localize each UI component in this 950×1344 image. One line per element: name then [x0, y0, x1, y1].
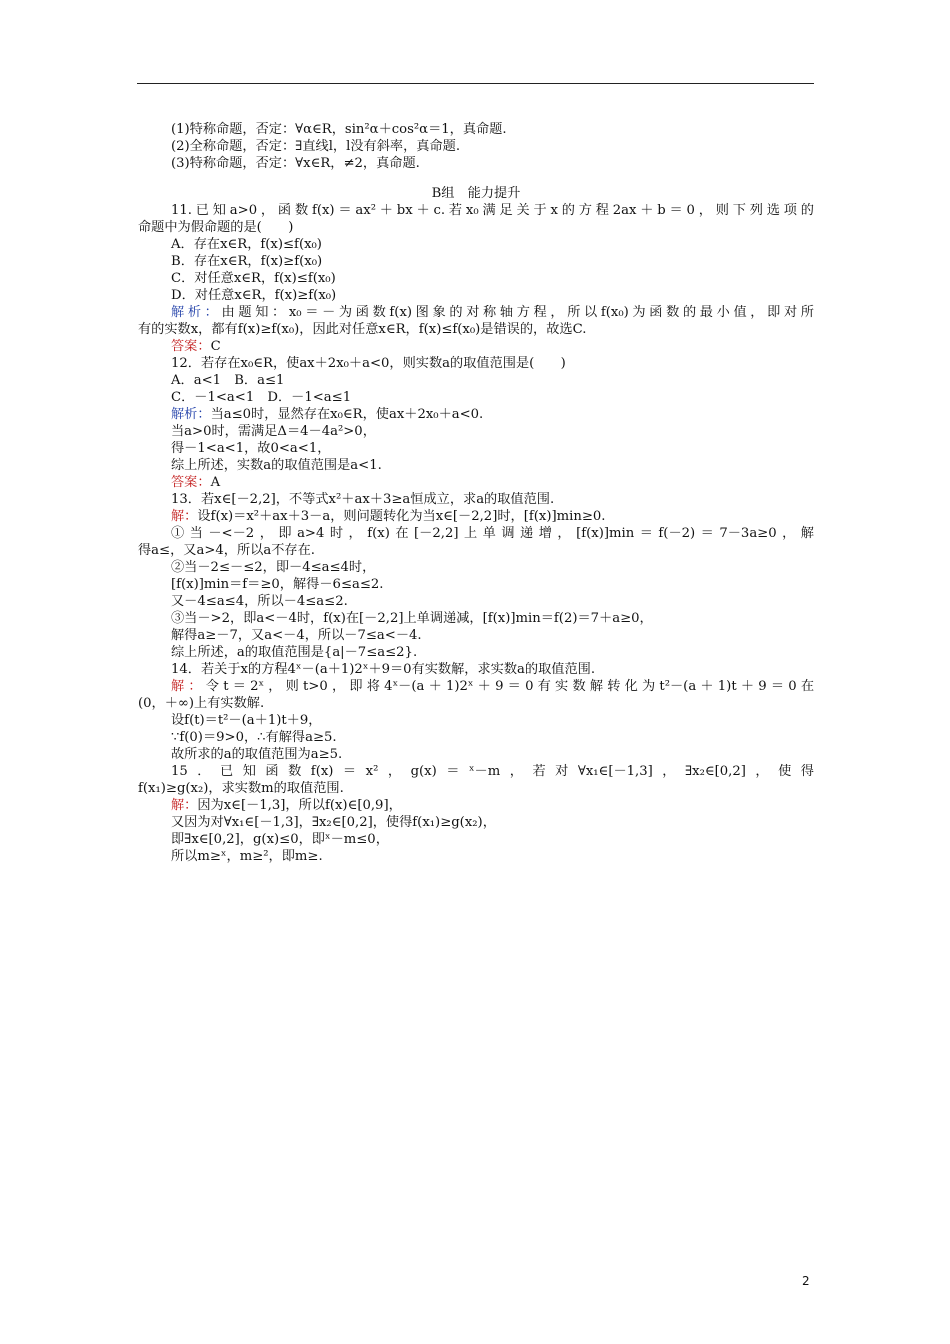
option-line: A．a<1 B．a≤1 [171, 373, 285, 388]
page-number: 2 [802, 1274, 810, 1288]
document-body [138, 121, 814, 865]
text-line: 有的实数x，都有f(x)≥f(x₀)，因此对任意x∈R，f(x)≤f(x₀)是错误的，故选C. [138, 322, 587, 337]
text-line: f(x₁)≥g(x₂)，求实数m的取值范围. [138, 781, 344, 796]
text-line: 命题中为假命题的是( ) [138, 220, 294, 235]
text-line: 得－1<a<1，故0<a<1， [171, 441, 331, 456]
solution-label: 解： [171, 509, 198, 524]
analysis-line: 解析：当a≤0时，显然存在x₀∈R，使ax＋2x₀＋a<0. [171, 407, 484, 422]
option-line: D．对任意x∈R，f(x)≥f(x₀) [171, 288, 337, 303]
text-line: ③当－>2，即a<－4时，f(x)在[－2,2]上单调递减，[f(x)]min＝f(2)＝7＋a≥0， [171, 611, 653, 626]
question-11: 11.已知a>0，函数f(x)＝ax²＋bx＋c.若x₀满足关于x的方程2ax＋b＝0，则下列选项的 [171, 203, 814, 218]
solution-label: 解： [171, 798, 198, 813]
text-line: (1)特称命题，否定：∀α∈R，sin²α＋cos²α＝1，真命题. [171, 122, 507, 137]
analysis-line: 解析：由题知：x₀＝－为函数f(x)图象的对称轴方程，所以f(x₀)为函数的最小值，即对所 [171, 305, 814, 320]
text-line: 又－4≤a≤4，所以－4≤a≤2. [171, 594, 348, 609]
analysis-label: 解析： [171, 305, 222, 320]
text-line: ∵f(0)＝9>0，∴有解得a≥5. [171, 730, 337, 745]
header-rule [137, 83, 814, 84]
text-line: (2)全称命题，否定：∃直线l，l没有斜率，真命题. [171, 139, 461, 154]
option-line: A．存在x∈R，f(x)≤f(x₀) [171, 237, 322, 252]
analysis-label: 解析： [171, 407, 211, 422]
section-heading: B组 能力提升 [431, 186, 521, 201]
solution-line: 解：设f(x)＝x²＋ax＋3－a，则问题转化为当x∈[－2,2]时，[f(x)]min≥0. [171, 509, 606, 524]
solution-label: 解： [171, 679, 206, 694]
option-line: C．－1<a<1 D．－1<a≤1 [171, 390, 352, 405]
text-line: 当a>0时，需满足Δ＝4－4a²>0， [171, 424, 376, 439]
question-15: 15．已知函数f(x)＝x²，g(x)＝ˣ－m，若对∀x₁∈[－1,3]，∃x₂∈[0,2]，使得 [171, 764, 814, 779]
text-line: ①当－<－2，即a>4时，f(x)在[－2,2]上单调递增，[f(x)]min＝f(－2)＝7－3a≥0，解 [171, 526, 814, 541]
answer-line: 答案：C [171, 339, 221, 354]
answer-line: 答案：A [171, 475, 221, 490]
option-line: C．对任意x∈R，f(x)≤f(x₀) [171, 271, 336, 286]
text-line: 得a≤，又a>4，所以a不存在. [138, 543, 315, 558]
text-line: 设f(t)＝t²－(a＋1)t＋9， [171, 713, 322, 728]
text-line: 解得a≥－7，又a<－4，所以－7≤a<－4. [171, 628, 422, 643]
text-line: ②当－2≤－≤2，即－4≤a≤4时， [171, 560, 376, 575]
question-13: 13．若x∈[－2,2]，不等式x²＋ax＋3≥a恒成立，求a的取值范围. [171, 492, 555, 507]
text-line: (3)特称命题，否定：∀x∈R，≠2，真命题. [171, 156, 420, 171]
text-line: 故所求的a的取值范围为a≥5. [171, 747, 343, 762]
text-line: (0，＋∞)上有实数解. [138, 696, 265, 711]
text-line: 所以m≥ˣ，m≥²，即m≥. [171, 849, 323, 864]
solution-line: 解：令t＝2ˣ，则t>0，即将4ˣ－(a＋1)2ˣ＋9＝0有实数解转化为t²－(a＋1)t＋9＝0在 [171, 679, 815, 694]
question-14: 14．若关于x的方程4ˣ－(a＋1)2ˣ＋9＝0有实数解，求实数a的取值范围. [171, 662, 596, 677]
option-line: B．存在x∈R，f(x)≥f(x₀) [171, 254, 323, 269]
text-line: 综上所述，实数a的取值范围是a<1. [171, 458, 382, 473]
text-line: 又因为对∀x₁∈[－1,3]，∃x₂∈[0,2]，使得f(x₁)≥g(x₂)， [171, 815, 496, 830]
answer-label: 答案： [171, 339, 211, 354]
solution-line: 解：因为x∈[－1,3]，所以f(x)∈[0,9]， [171, 798, 402, 813]
answer-label: 答案： [171, 475, 211, 490]
question-12: 12．若存在x₀∈R，使ax＋2x₀＋a<0，则实数a的取值范围是( ) [171, 356, 566, 371]
text-line: 综上所述，a的取值范围是{a|－7≤a≤2}. [171, 645, 418, 660]
text-line: 即∃x∈[0,2]，g(x)≤0，即ˣ－m≤0， [171, 832, 389, 847]
text-line: [f(x)]min＝f＝≥0，解得－6≤a≤2. [171, 577, 384, 592]
